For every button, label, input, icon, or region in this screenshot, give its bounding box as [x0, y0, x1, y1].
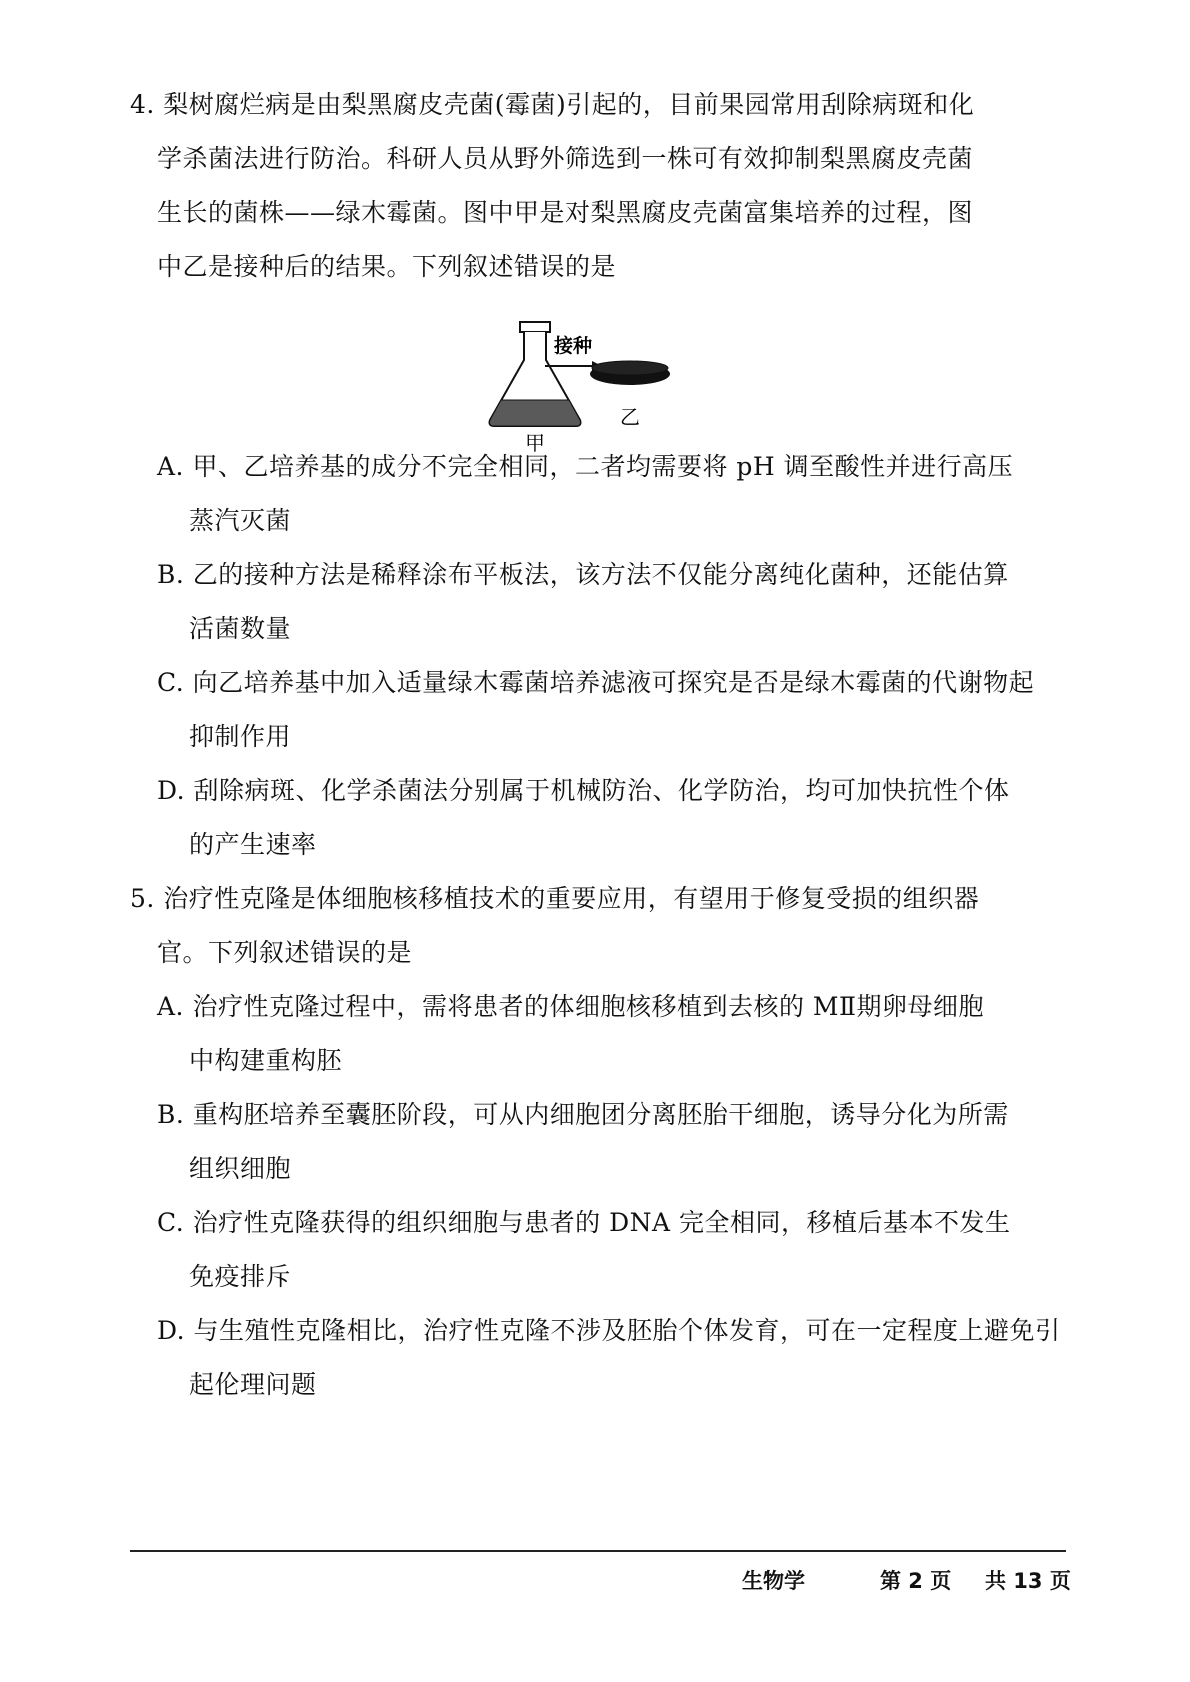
footer-subject: 生物学 [742, 1569, 805, 1593]
q4-option-c-line-1: C. 向乙培养基中加入适量绿木霉菌培养滤液可探究是否是绿木霉菌的代谢物起 [157, 668, 1035, 697]
q4-stem-line-2: 学杀菌法进行防治。科研人员从野外筛选到一株可有效抑制梨黑腐皮壳菌 [157, 144, 974, 173]
flask-label: 甲 [525, 431, 545, 455]
q5-option-d-line-1: D. 与生殖性克隆相比，治疗性克隆不涉及胚胎个体发育，可在一定程度上避免引 [157, 1316, 1061, 1345]
q4-option-d-line-2: 的产生速率 [189, 830, 317, 859]
q4-option-a-line-2: 蒸汽灭菌 [189, 506, 292, 535]
q4-option-b-line-2: 活菌数量 [189, 614, 292, 643]
q5-option-a-line-1: A. 治疗性克隆过程中，需将患者的体细胞核移植到去核的 MⅡ期卵母细胞 [157, 992, 984, 1021]
culture-figure [480, 320, 740, 455]
q5-option-c-line-2: 免疫排斥 [189, 1262, 292, 1291]
q4-option-d-line-1: D. 刮除病斑、化学杀菌法分别属于机械防治、化学防治，均可加快抗性个体 [157, 776, 1010, 805]
q5-option-d-line-2: 起伦理问题 [189, 1370, 317, 1399]
q4-stem-line-3: 生长的菌株——绿木霉菌。图中甲是对梨黑腐皮壳菌富集培养的过程，图 [157, 198, 974, 227]
q5-option-b-line-2: 组织细胞 [189, 1154, 292, 1183]
q5-stem-line-2: 官。下列叙述错误的是 [157, 938, 413, 967]
q5-option-c-line-1: C. 治疗性克隆获得的组织细胞与患者的 DNA 完全相同，移植后基本不发生 [157, 1208, 1011, 1237]
q5-stem-line-1: 5. 治疗性克隆是体细胞核移植技术的重要应用，有望用于修复受损的组织器 [130, 884, 980, 913]
dish-label: 乙 [620, 405, 640, 429]
q5-option-b-line-1: B. 重构胚培养至囊胚阶段，可从内细胞团分离胚胎干细胞，诱导分化为所需 [157, 1100, 1009, 1129]
q4-stem-line-1: 4. 梨树腐烂病是由梨黑腐皮壳菌(霉菌)引起的，目前果园常用刮除病斑和化 [130, 90, 975, 119]
footer-page-number: 第 2 页 [880, 1569, 952, 1593]
flask-and-dish-diagram [480, 320, 740, 455]
footer-divider [130, 1550, 1066, 1552]
q4-stem-line-4: 中乙是接种后的结果。下列叙述错误的是 [157, 252, 617, 281]
arrow-label: 接种 [553, 335, 593, 357]
q4-option-a-line-1: A. 甲、乙培养基的成分不完全相同，二者均需要将 pH 调至酸性并进行高压 [157, 452, 1014, 481]
q5-option-a-line-2: 中构建重构胚 [189, 1046, 343, 1075]
petri-dish-icon [590, 361, 670, 385]
q4-option-c-line-2: 抑制作用 [189, 722, 292, 751]
q4-option-b-line-1: B. 乙的接种方法是稀释涂布平板法，该方法不仅能分离纯化菌种，还能估算 [157, 560, 1009, 589]
footer-total-pages: 共 13 页 [985, 1569, 1071, 1593]
